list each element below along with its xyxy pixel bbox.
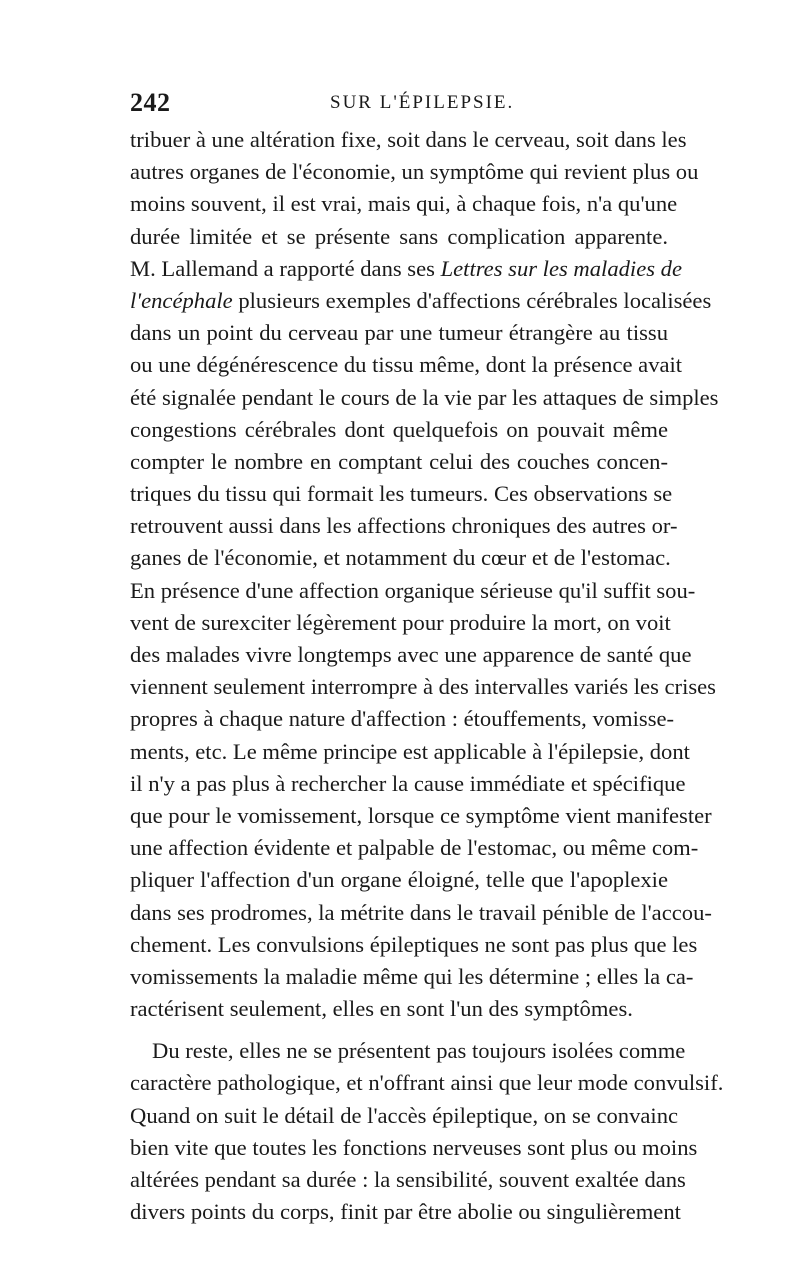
- text-line: une affection évidente et palpable de l'estomac, ou même com-: [130, 835, 699, 861]
- text-line: congestions cérébrales dont quelquefois on pouvait même: [130, 416, 668, 442]
- page-number: 242: [130, 88, 171, 117]
- text-line: viennent seulement interrompre à des intervalles variés les crises: [130, 674, 716, 700]
- text-line: Quand on suit le détail de l'accès épileptique, on se convainc: [130, 1102, 679, 1128]
- text-line: moins souvent, il est vrai, mais qui, à chaque fois, n'a qu'une: [130, 191, 678, 217]
- text-line: ractérisent seulement, elles en sont l'un des symptômes.: [130, 996, 633, 1022]
- paragraph-1: [130, 124, 719, 1025]
- text-line: [130, 285, 712, 317]
- text-line: dans ses prodromes, la métrite dans le travail pénible de l'accou-: [130, 899, 712, 925]
- text-line: été signalée pendant le cours de la vie par les attaques de simples: [130, 384, 719, 410]
- paragraph-2: [130, 1035, 724, 1228]
- text-line: En présence d'une affection organique sérieuse qu'il suffit sou-: [130, 577, 696, 603]
- text-line: compter le nombre en comptant celui des couches concen-: [130, 448, 668, 474]
- text-line: tribuer à une altération fixe, soit dans le cerveau, soit dans les: [130, 127, 687, 152]
- body-text: [130, 124, 724, 1228]
- text-line: des malades vivre longtemps avec une apparence de santé que: [130, 642, 692, 667]
- text-line: vent de surexciter légèrement pour produire la mort, on voit: [130, 609, 671, 635]
- text-line: dans un point du cerveau par une tumeur étrangère au tissu: [130, 320, 668, 346]
- text-fragment: plusieurs exemples d'affections cérébrales localisées: [238, 287, 712, 313]
- text-line: triques du tissu qui formait les tumeurs. Ces observations se: [130, 481, 673, 507]
- page-header: [130, 88, 670, 122]
- text-line: chement. Les convulsions épileptiques ne sont pas plus que les: [130, 931, 698, 957]
- text-fragment: M. Lallemand a rapporté dans ses: [130, 255, 435, 281]
- text-line: ganes de l'économie, et notamment du cœur et de l'estomac.: [130, 545, 671, 571]
- text-line: vomissements la maladie même qui les détermine ; elles la ca-: [130, 963, 694, 989]
- text-line: il n'y a pas plus à rechercher la cause immédiate et spécifique: [130, 770, 686, 796]
- text-line: [130, 253, 682, 285]
- book-title-italic: Lettres sur les maladies de: [440, 255, 682, 281]
- text-line: altérées pendant sa durée : la sensibilité, souvent exaltée dans: [130, 1167, 686, 1192]
- text-line: caractère pathologique, et n'offrant ainsi que leur mode convulsif.: [130, 1070, 724, 1096]
- text-line: bien vite que toutes les fonctions nerveuses sont plus ou moins: [130, 1134, 698, 1160]
- running-head: SUR L'ÉPILEPSIE.: [330, 92, 515, 113]
- book-title-italic: l'encéphale: [130, 287, 233, 313]
- text-line: pliquer l'affection d'un organe éloigné, telle que l'apoplexie: [130, 867, 668, 893]
- text-line: autres organes de l'économie, un symptôme qui revient plus ou: [130, 159, 699, 185]
- text-line: ou une dégénérescence du tissu même, dont la présence avait: [130, 352, 683, 378]
- text-line: retrouvent aussi dans les affections chroniques des autres or-: [130, 513, 678, 539]
- text-line: Du reste, elles ne se présentent pas toujours isolées comme: [152, 1038, 686, 1064]
- text-line: que pour le vomissement, lorsque ce symptôme vient manifester: [130, 802, 712, 828]
- text-line: ments, etc. Le même principe est applicable à l'épilepsie, dont: [130, 738, 690, 764]
- text-line: propres à chaque nature d'affection : étouffements, vomisse-: [130, 706, 675, 732]
- text-line: divers points du corps, finit par être abolie ou singulièrement: [130, 1199, 681, 1225]
- text-line: durée limitée et se présente sans complication apparente.: [130, 223, 668, 249]
